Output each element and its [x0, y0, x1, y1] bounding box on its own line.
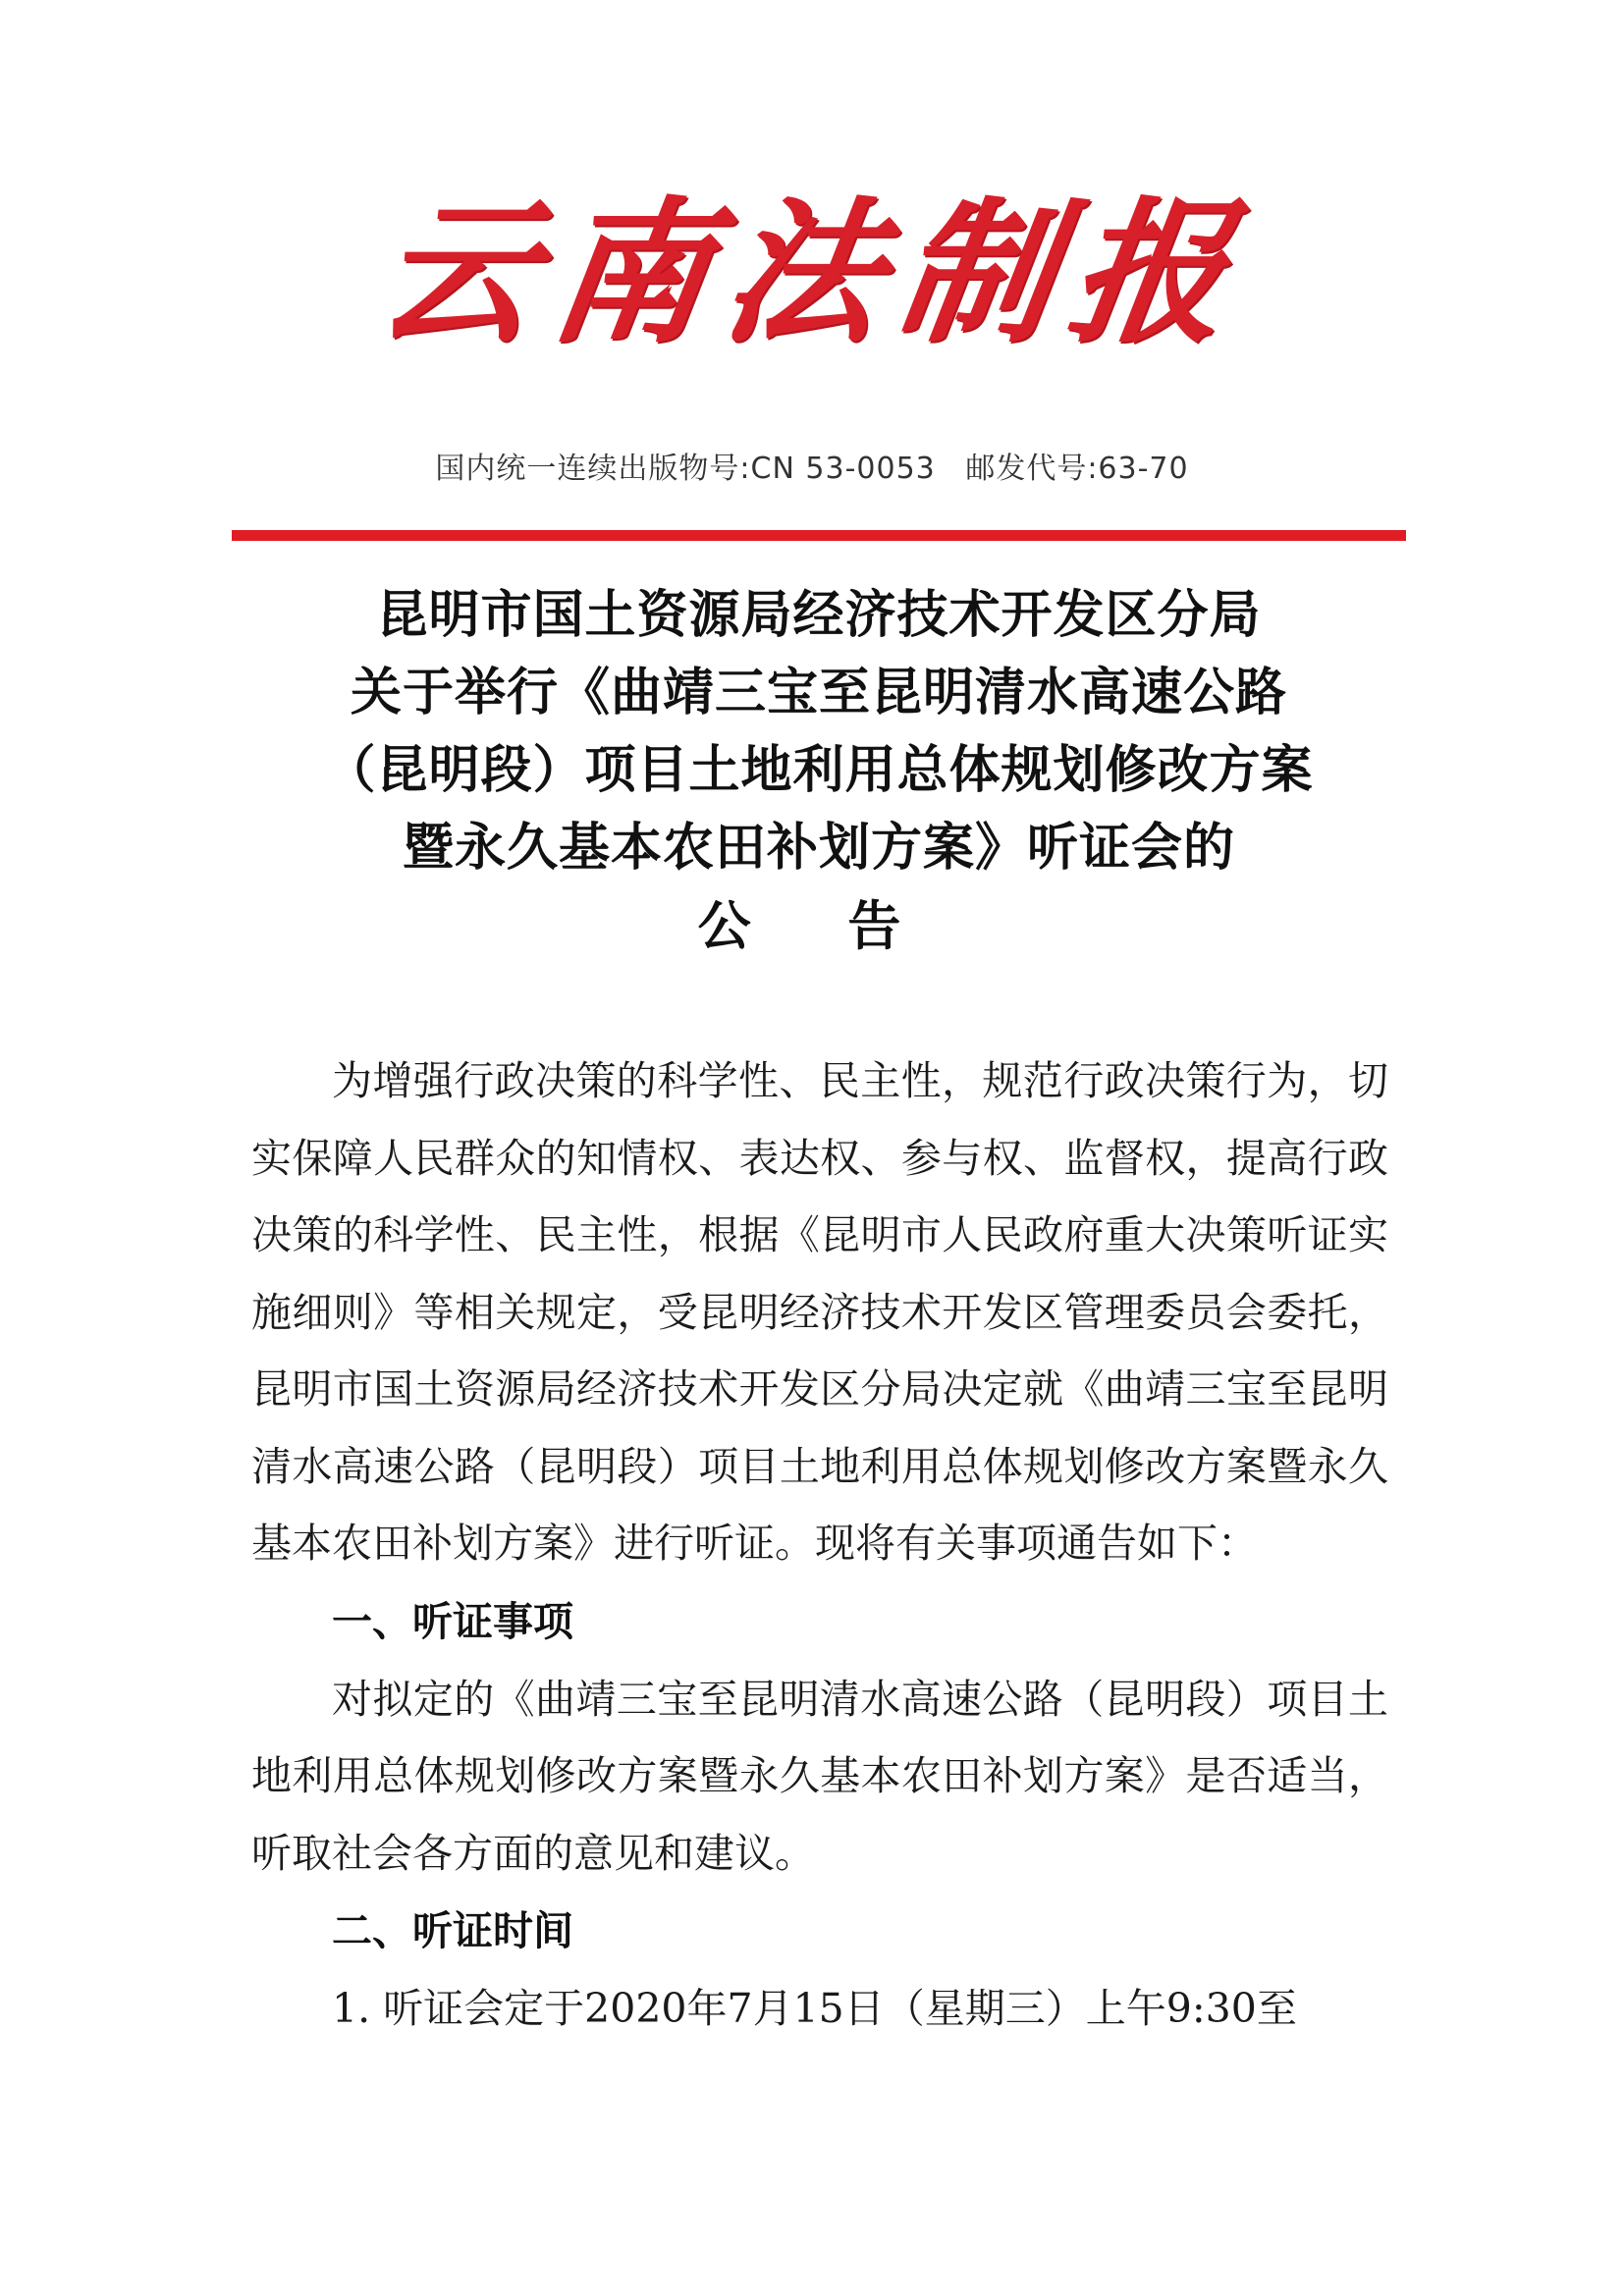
intro-paragraph: 为增强行政决策的科学性、民主性，规范行政决策行为，切实保障人民群众的知情权、表达权、参与权、监督权，提高行政决策的科学性、民主性，根据《昆明市人民政府重大决策听证实施细则》等相关规定，受昆明经济技术开发区管理委员会委托，昆明市国土资源局经济技术开发区分局决定就《曲靖三宝至昆明清水高速公路（昆明段）项目土地利用总体规划修改方案暨永久基本农田补划方案》进行听证。现将有关事项通告如下：: [251, 1057, 1388, 1567]
title-line-4: 暨永久基本农田补划方案》听证会的: [402, 819, 1235, 878]
title-line-1: 昆明市国土资源局经济技术开发区分局: [376, 586, 1262, 645]
section-1-text: 对拟定的《曲靖三宝至昆明清水高速公路（昆明段）项目土地利用总体规划修改方案暨永久基本农田补划方案》是否适当，听取社会各方面的意见和建议。: [251, 1675, 1388, 1877]
title-line-3: （昆明段）项目土地利用总体规划修改方案: [324, 741, 1314, 800]
document-title: [232, 577, 1406, 966]
publication-info: [0, 444, 1624, 487]
section-2-heading: 二、听证时间: [332, 1907, 573, 1954]
section-2-item-1: 1. 听证会定于2020年7月15日（星期三）上午9:30至: [332, 1985, 1297, 2032]
newspaper-logo: 云南法制报: [367, 183, 1258, 364]
section-1-heading: 一、听证事项: [332, 1597, 573, 1645]
header-divider: [232, 530, 1406, 541]
masthead: [0, 183, 1624, 364]
title-line-2: 关于举行《曲靖三宝至昆明清水高速公路: [350, 664, 1287, 722]
notice-heading: 公 告: [697, 895, 941, 957]
document-body: [251, 1042, 1388, 2048]
postal-code: 邮发代号:63-70: [965, 452, 1189, 486]
publication-number: 国内统一连续出版物号:CN 53-0053: [435, 452, 936, 486]
